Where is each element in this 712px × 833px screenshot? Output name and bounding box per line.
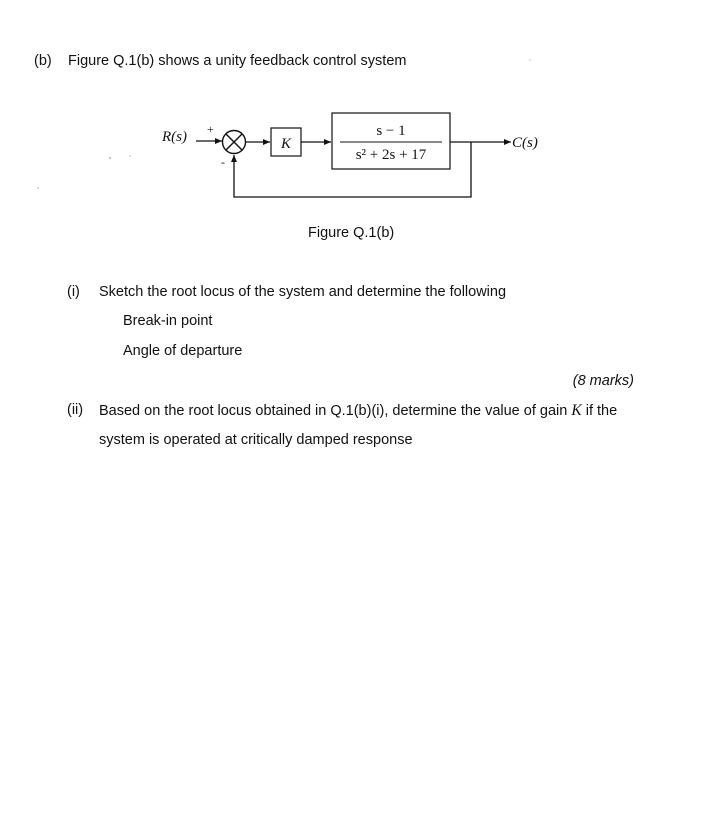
plant-numerator: s − 1	[376, 123, 406, 139]
block-diagram	[0, 0, 712, 260]
marks-label: (8 marks)	[572, 373, 634, 389]
subpart-ii-text-before: Based on the root locus obtained in Q.1(b)(i), determine the value of gain	[99, 403, 568, 419]
subpart-ii-label: (ii)	[67, 402, 84, 418]
list-item-angle-of-departure: Angle of departure	[123, 343, 243, 359]
gain-symbol: K	[571, 402, 582, 419]
subpart-i-label: (i)	[67, 284, 80, 300]
gain-label: K	[280, 136, 292, 152]
subpart-ii-text-after: if the	[585, 403, 618, 419]
output-label: C(s)	[512, 135, 538, 151]
summing-junction	[223, 131, 246, 154]
input-label: R(s)	[162, 129, 187, 145]
minus-sign: -	[221, 155, 225, 169]
figure-caption: Figure Q.1(b)	[308, 225, 395, 241]
plus-sign: +	[207, 122, 214, 136]
part-label: (b)	[34, 53, 52, 69]
subpart-ii-line1	[99, 402, 617, 420]
subpart-i-text: Sketch the root locus of the system and determine the following	[99, 284, 507, 300]
plant-denominator: s² + 2s + 17	[355, 147, 427, 163]
subpart-ii-line2: system is operated at critically damped response	[99, 432, 413, 448]
list-item-break-in-point: Break-in point	[123, 313, 213, 329]
question-intro: Figure Q.1(b) shows a unity feedback control system	[68, 53, 407, 69]
